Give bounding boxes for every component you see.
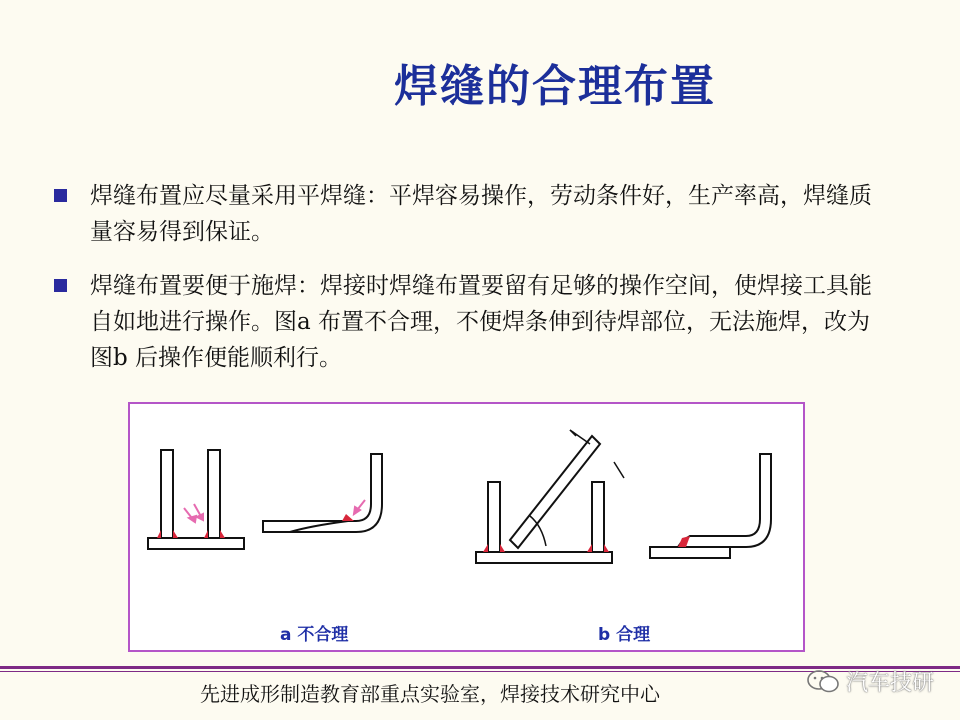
chat-bubble-icon [806,669,840,695]
footer-text: 先进成形制造教育部重点实验室，焊接技术研究中心 [200,682,660,706]
watermark-text: 汽车技研 [845,671,934,696]
square-bullet-icon [54,279,67,292]
weld-diagram-figure [128,402,805,652]
page-title: 焊缝的合理布置 [394,61,716,112]
bullet-item [52,178,882,250]
diagram-b-lap-joint [650,454,771,558]
bullet-text: 焊缝布置要便于施焊：焊接时焊缝布置要留有足够的操作空间，使焊接工具能自如地进行操作。图a 布置不合理，不便焊条伸到待焊部位，无法施焊，改为图b 后操作便能顺利行。 [90,273,872,371]
diagram-b-plates [476,436,612,563]
weld-diagram [130,404,803,650]
bullet-list [52,178,882,394]
diagram-a-vertical-plates [148,450,244,549]
access-arrows-a [184,504,203,522]
bullet-item [52,268,882,376]
watermark [806,666,934,697]
angle-dimension-marks [530,430,624,546]
weld-bead-a-right [342,514,354,521]
square-bullet-icon [54,189,67,202]
caption-b: b 合理 [598,625,651,645]
bullet-text: 焊缝布置应尽量采用平焊缝：平焊容易操作，劳动条件好，生产率高，焊缝质量容易得到保证。 [90,183,872,245]
access-arrow-a-right [354,500,365,514]
caption-a: a 不合理 [280,625,349,645]
diagram-a-lap-joint [263,454,382,532]
